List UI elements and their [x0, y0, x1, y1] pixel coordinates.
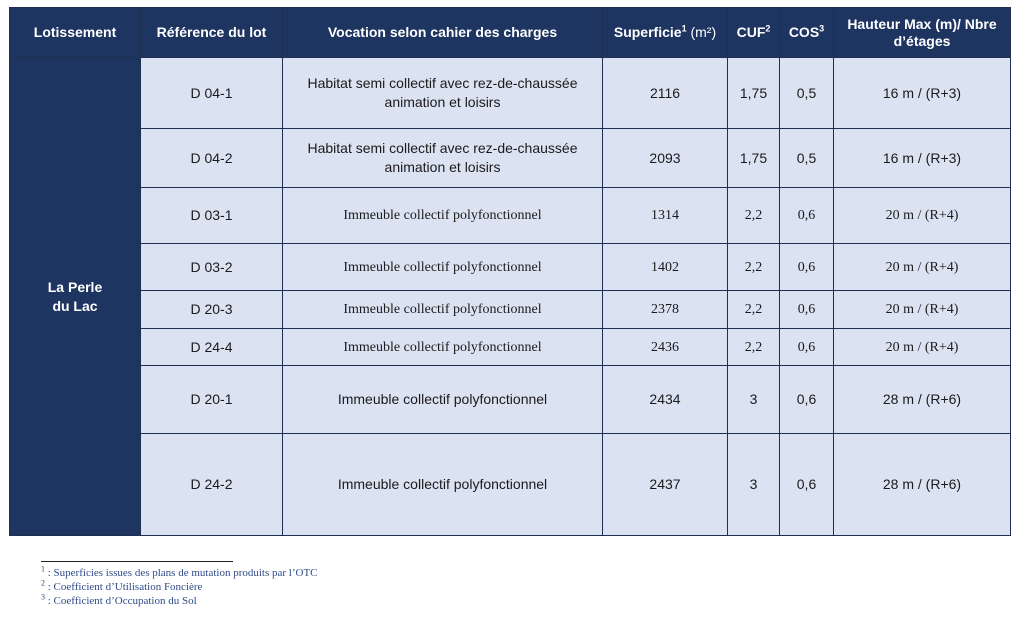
cell-hauteur: 16 m / (R+3) [834, 58, 1011, 129]
footnote-text: : Coefficient d’Occupation du Sol [45, 595, 197, 607]
table-row [10, 244, 1011, 291]
cell-ref: D 04-2 [141, 129, 283, 188]
cell-superficie: 2436 [603, 329, 728, 366]
table-row [10, 129, 1011, 188]
footnote-divider [41, 561, 233, 562]
header-lotissement [10, 8, 141, 58]
cell-cuf: 3 [728, 366, 780, 434]
cell-hauteur: 28 m / (R+6) [834, 434, 1011, 536]
footnotes [41, 566, 318, 608]
cell-hauteur: 20 m / (R+4) [834, 329, 1011, 366]
cell-cos: 0,5 [780, 58, 834, 129]
cell-vocation: Habitat semi collectif avec rez-de-chaussée animation et loisirs [283, 129, 603, 188]
cell-cuf: 1,75 [728, 58, 780, 129]
cell-cos: 0,6 [780, 244, 834, 291]
footnote-num: 3 [41, 592, 45, 602]
cell-vocation: Habitat semi collectif avec rez-de-chaussée animation et loisirs [283, 58, 603, 129]
cell-ref: D 03-1 [141, 188, 283, 244]
header-superficie-label: Superficie [613, 24, 682, 40]
footnote-1 [41, 566, 318, 580]
cell-superficie: 2378 [603, 291, 728, 329]
cell-superficie: 1402 [603, 244, 728, 291]
header-cuf [728, 8, 780, 58]
header-vocation [283, 8, 603, 58]
table-row [10, 434, 1011, 536]
header-superficie-unit: (m²) [686, 24, 717, 40]
header-reference [141, 8, 283, 58]
header-superficie [603, 8, 728, 58]
table-row [10, 291, 1011, 329]
cell-cos: 0,5 [780, 129, 834, 188]
lots-table [9, 7, 1011, 536]
footnote-num: 1 [41, 564, 45, 574]
cell-ref: D 24-2 [141, 434, 283, 536]
table-row [10, 58, 1011, 129]
footnote-ref-3: 3 [819, 23, 825, 34]
cell-hauteur: 20 m / (R+4) [834, 291, 1011, 329]
cell-cos: 0,6 [780, 188, 834, 244]
footnote-ref-1: 1 [681, 23, 687, 34]
cell-superficie: 2116 [603, 58, 728, 129]
cell-vocation: Immeuble collectif polyfonctionnel [283, 291, 603, 329]
cell-vocation: Immeuble collectif polyfonctionnel [283, 366, 603, 434]
footnote-num: 2 [41, 578, 45, 588]
cell-ref: D 20-1 [141, 366, 283, 434]
cell-cuf: 2,2 [728, 244, 780, 291]
lotissement-cell [10, 58, 141, 536]
footnote-text: : Superficies issues des plans de mutation produits par l’OTC [45, 567, 318, 579]
cell-vocation: Immeuble collectif polyfonctionnel [283, 244, 603, 291]
cell-cuf: 2,2 [728, 291, 780, 329]
header-cos [780, 8, 834, 58]
cell-cuf: 1,75 [728, 129, 780, 188]
cell-cuf: 3 [728, 434, 780, 536]
cell-superficie: 2093 [603, 129, 728, 188]
cell-superficie: 1314 [603, 188, 728, 244]
header-cuf-label: CUF [736, 24, 766, 40]
header-cos-label: COS [788, 24, 820, 40]
cell-cos: 0,6 [780, 329, 834, 366]
footnote-ref-2: 2 [765, 23, 771, 34]
cell-cos: 0,6 [780, 291, 834, 329]
cell-cuf: 2,2 [728, 188, 780, 244]
cell-ref: D 24-4 [141, 329, 283, 366]
cell-hauteur: 16 m / (R+3) [834, 129, 1011, 188]
cell-vocation: Immeuble collectif polyfonctionnel [283, 434, 603, 536]
cell-cos: 0,6 [780, 366, 834, 434]
cell-ref: D 20-3 [141, 291, 283, 329]
cell-cos: 0,6 [780, 434, 834, 536]
table-row [10, 188, 1011, 244]
cell-hauteur: 20 m / (R+4) [834, 244, 1011, 291]
table-row [10, 366, 1011, 434]
cell-cuf: 2,2 [728, 329, 780, 366]
cell-vocation: Immeuble collectif polyfonctionnel [283, 188, 603, 244]
table-row [10, 329, 1011, 366]
table-header-row [10, 8, 1011, 58]
cell-superficie: 2434 [603, 366, 728, 434]
cell-hauteur: 20 m / (R+4) [834, 188, 1011, 244]
cell-ref: D 04-1 [141, 58, 283, 129]
header-vocation-label: Vocation selon cahier des charges [327, 24, 558, 40]
header-hauteur [834, 8, 1011, 58]
lotissement-name: La Perle du Lac [47, 278, 103, 314]
footnote-3 [41, 594, 318, 608]
header-reference-label: Référence du lot [156, 24, 267, 40]
footnote-text: : Coefficient d’Utilisation Foncière [45, 581, 203, 593]
cell-hauteur: 28 m / (R+6) [834, 366, 1011, 434]
cell-ref: D 03-2 [141, 244, 283, 291]
footnote-2 [41, 580, 318, 594]
cell-superficie: 2437 [603, 434, 728, 536]
header-hauteur-label: Hauteur Max (m)/ Nbre d’étages [847, 15, 997, 49]
header-lotissement-label: Lotissement [33, 24, 117, 40]
cell-vocation: Immeuble collectif polyfonctionnel [283, 329, 603, 366]
